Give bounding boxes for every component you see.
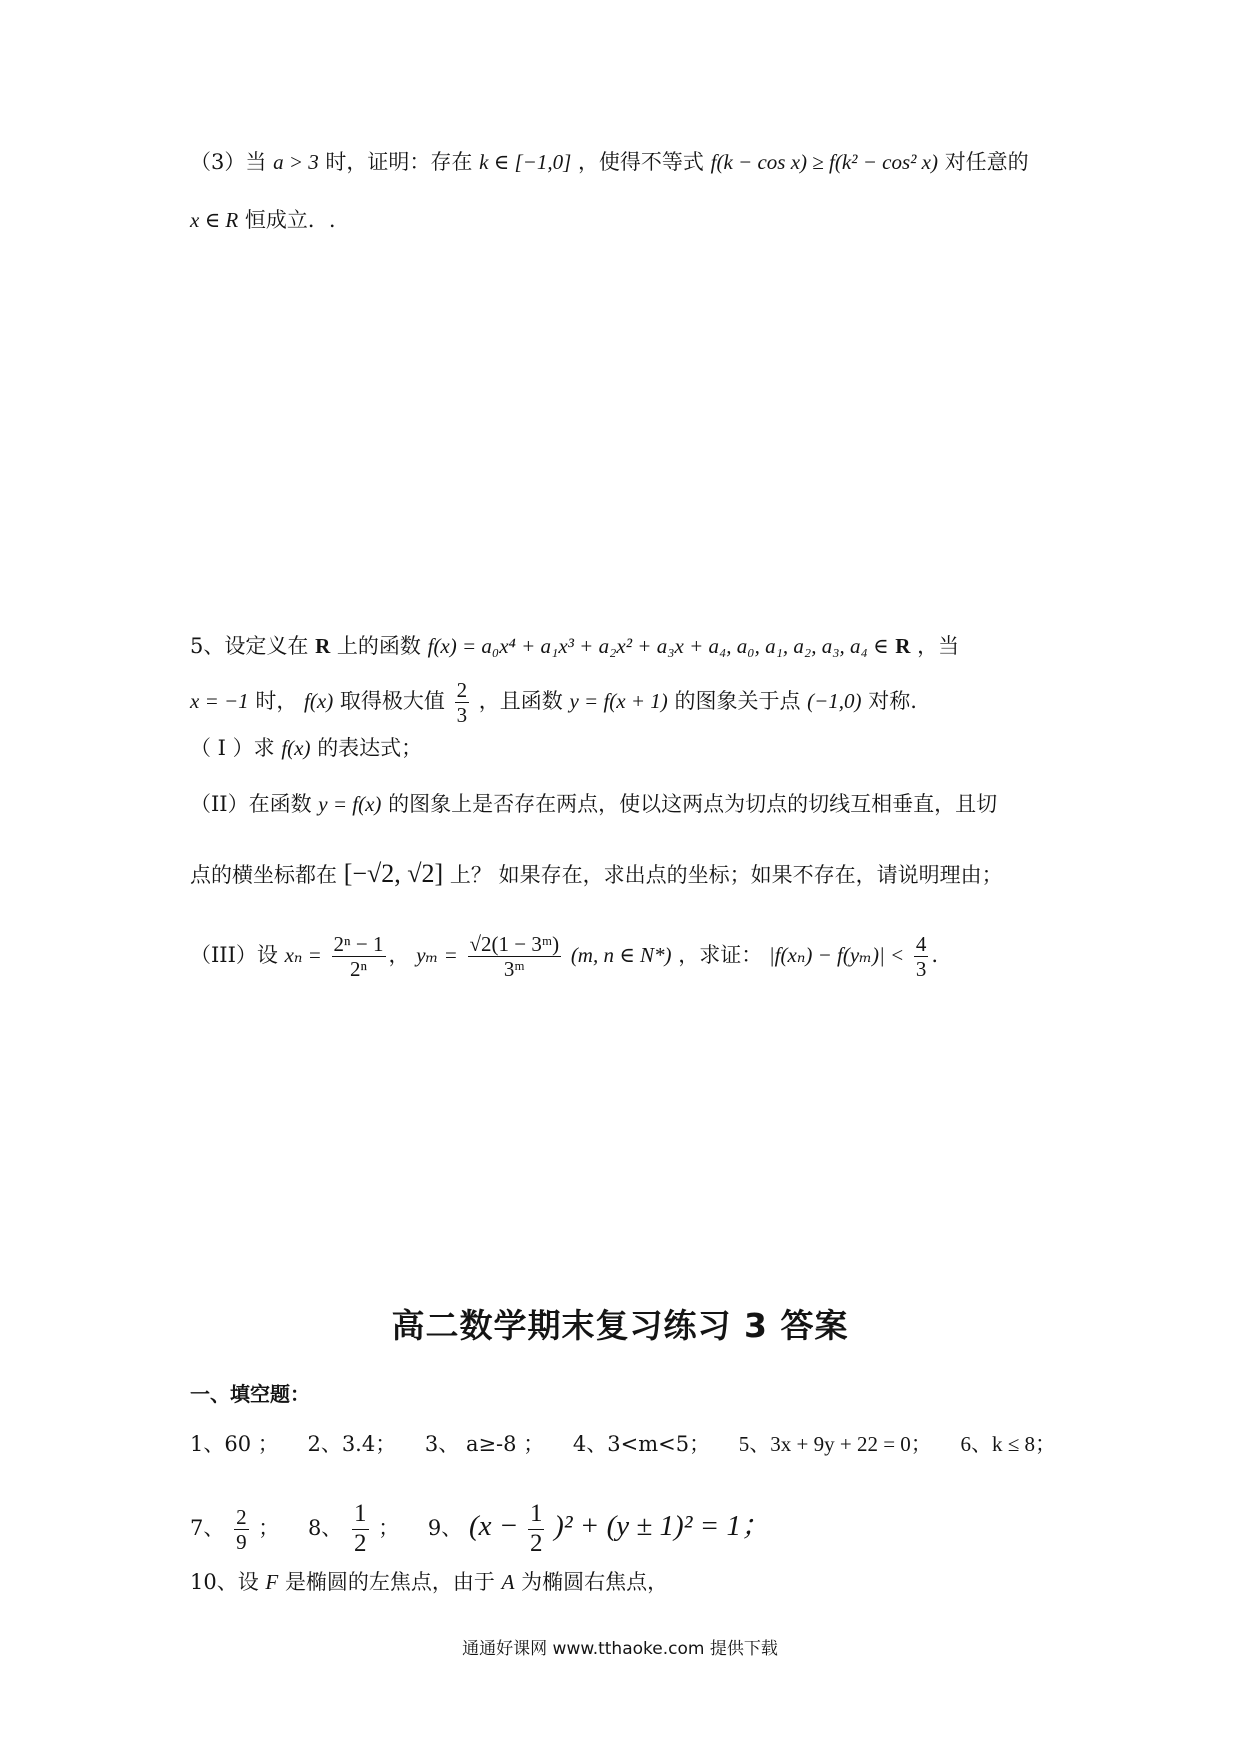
q5-part2-line2 xyxy=(190,858,1050,889)
q4-part3-line2-text: 恒成立．. xyxy=(244,208,336,232)
fraction-denominator: 2 xyxy=(529,1529,543,1557)
q5-part2-text: 的图象上是否存在两点，使以这两点为切点的切线互相垂直，且切 xyxy=(388,792,998,816)
answers-row2 xyxy=(190,1500,1050,1559)
polynomial-definition: f(x) = a₀x⁴ + a₁x³ + a₂x² + a₃x + a₄, a₀, a₁, a₂, a₃, a₄ ∈ xyxy=(427,634,889,658)
fraction-2-3 xyxy=(455,678,470,727)
fraction-numerator: 2 xyxy=(456,678,468,702)
answer-7-label: 7、 xyxy=(190,1515,225,1540)
q4-part3-label: （3）当 xyxy=(190,150,267,174)
interval-expr: [−√2, √2] xyxy=(343,859,444,888)
answer-2: 2、3.4； xyxy=(307,1432,397,1456)
answer-5: 5、3x + 9y + 22 = 0； xyxy=(738,1432,932,1456)
page-footer: 通通好课网 www.tthaoke.com 提供下载 xyxy=(462,1639,778,1659)
fraction-4-3 xyxy=(914,932,929,981)
part1-fx-expr: f(x) xyxy=(281,736,311,760)
q5-part1 xyxy=(190,736,1050,761)
q4-part3-line1 xyxy=(190,150,1050,175)
mn-domain-expr: (m, n ∈ N*) xyxy=(570,943,672,968)
q4-part3-text-d: 对任意的 xyxy=(944,150,1029,174)
answer-3: 3、 a≥-8 ； xyxy=(424,1432,545,1456)
q4-part3-line2 xyxy=(190,208,1050,233)
fraction-denominator: 9 xyxy=(236,1529,247,1554)
point-expr: (−1,0) xyxy=(807,689,862,714)
fraction-denominator: 2 xyxy=(354,1529,367,1557)
x-in-R-expr: x ∈ R xyxy=(190,208,239,232)
q5-intro: 5、设定义在 xyxy=(190,634,309,658)
part2-y-expr: y = f(x) xyxy=(318,792,382,816)
y-fx1-expr: y = f(x + 1) xyxy=(569,689,668,714)
q5-part3: （III）设 xₙ = $\frac{\text{2ⁿ − 1}}{\text{2ⁿ}}$ ， yₘ = $\frac{\text{√2(1 − 3ᵐ)}}{\text{3ᵐ}}$ (m, n ∈ N*) ，求证： |f(xₙ) − f(yₘ)| < $\frac{4}{3}$ . xyxy=(190,932,939,982)
fraction-1-2-b xyxy=(528,1500,545,1559)
answer-10-a: 10、设 xyxy=(190,1570,259,1594)
q4-part3-text-b: 时，证明：存在 xyxy=(325,150,473,174)
q5-part1-text: 的表达式； xyxy=(317,736,423,760)
abs-inequality-expr: |f(xₙ) − f(yₘ)| < xyxy=(768,943,905,968)
fraction-1-2 xyxy=(352,1500,369,1559)
answer-9-expr-b: )² + (y ± 1)² = 1； xyxy=(554,1509,770,1542)
answer-4: 4、3<m<5； xyxy=(572,1432,711,1456)
answers-title: 高二数学期末复习练习 3 答案 xyxy=(391,1306,849,1345)
q5-time: 时， xyxy=(255,689,298,714)
fraction-numerator: 1 xyxy=(528,1500,545,1530)
fraction-denominator: 2ⁿ xyxy=(349,957,368,982)
answer-6: 6、k ≤ 8； xyxy=(960,1432,1057,1456)
answer-10 xyxy=(190,1570,1050,1595)
fraction-numerator: 2ⁿ − 1 xyxy=(333,932,384,956)
answer-10-c: 为椭圆右焦点， xyxy=(521,1570,669,1594)
fraction-numerator: √2(1 − 3ᵐ) xyxy=(469,932,560,956)
q5-when: ，当 xyxy=(917,634,960,658)
q5-part2-line1 xyxy=(190,792,1050,817)
inequality-expr: f(k − cos x) ≥ f(k² − cos² x) xyxy=(710,150,938,174)
q5-line2 xyxy=(190,678,1050,727)
answer-7-end: ； xyxy=(258,1515,280,1540)
a-gt-3-expr: a > 3 xyxy=(273,150,319,174)
q5-part3-label: （III）设 xyxy=(190,943,278,968)
answer-10-b: 是椭圆的左焦点，由于 xyxy=(284,1570,495,1594)
q5-symmetric-end: 对称. xyxy=(868,689,917,714)
answer-9-expr-a: (x − xyxy=(468,1509,519,1542)
x-eq-expr: x = −1 xyxy=(190,689,249,714)
q5-max-value: 取得极大值 xyxy=(339,689,445,714)
fraction-denominator: 3 xyxy=(456,703,468,728)
q5-line1 xyxy=(190,634,1050,659)
fraction-denominator: 3ᵐ xyxy=(503,957,525,982)
fraction-ym xyxy=(468,932,562,981)
k-range-expr: k ∈ [−1,0] xyxy=(479,150,572,174)
q4-part3-text-c: ，使得不等式 xyxy=(577,150,704,174)
q5-prove: ，求证： xyxy=(678,943,763,968)
q5-symmetric: 的图象关于点 xyxy=(674,689,801,714)
focus-F: F xyxy=(265,1570,279,1594)
xn-expr: xₙ = xyxy=(284,943,322,968)
q5-part1-label: （ I ）求 xyxy=(190,736,275,760)
section-fill-blank: 一、填空题： xyxy=(190,1382,310,1406)
real-set-symbol-2: R xyxy=(895,634,911,658)
q5-part2-line2-a: 点的横坐标都在 xyxy=(190,863,337,887)
real-set-symbol: R xyxy=(315,634,331,658)
q5-on-func: 上的函数 xyxy=(336,634,421,658)
fraction-numerator: 1 xyxy=(352,1500,369,1530)
answer-8-end: ； xyxy=(378,1515,400,1540)
fraction-numerator: 4 xyxy=(915,932,927,956)
fraction-2-9 xyxy=(234,1505,249,1554)
q5-period: . xyxy=(931,943,939,968)
q5-func-clause: ，且函数 xyxy=(478,689,563,714)
q5-part2-label: （II）在函数 xyxy=(190,792,312,816)
ym-expr: yₘ = xyxy=(416,943,458,968)
focus-A: A xyxy=(501,1570,515,1594)
fx-expr: f(x) xyxy=(304,689,334,714)
answer-8-label: 8、 xyxy=(307,1515,343,1540)
answer-9-label: 9、 xyxy=(427,1515,463,1540)
q5-part2-line2-b: 上？ 如果存在，求出点的坐标；如果不存在，请说明理由； xyxy=(449,863,1003,887)
fraction-numerator: 2 xyxy=(236,1504,247,1529)
fraction-xn xyxy=(332,932,386,981)
fraction-denominator: 3 xyxy=(915,957,927,982)
answer-1: 1、60 ； xyxy=(190,1432,279,1456)
answers-row1 xyxy=(190,1432,1057,1457)
